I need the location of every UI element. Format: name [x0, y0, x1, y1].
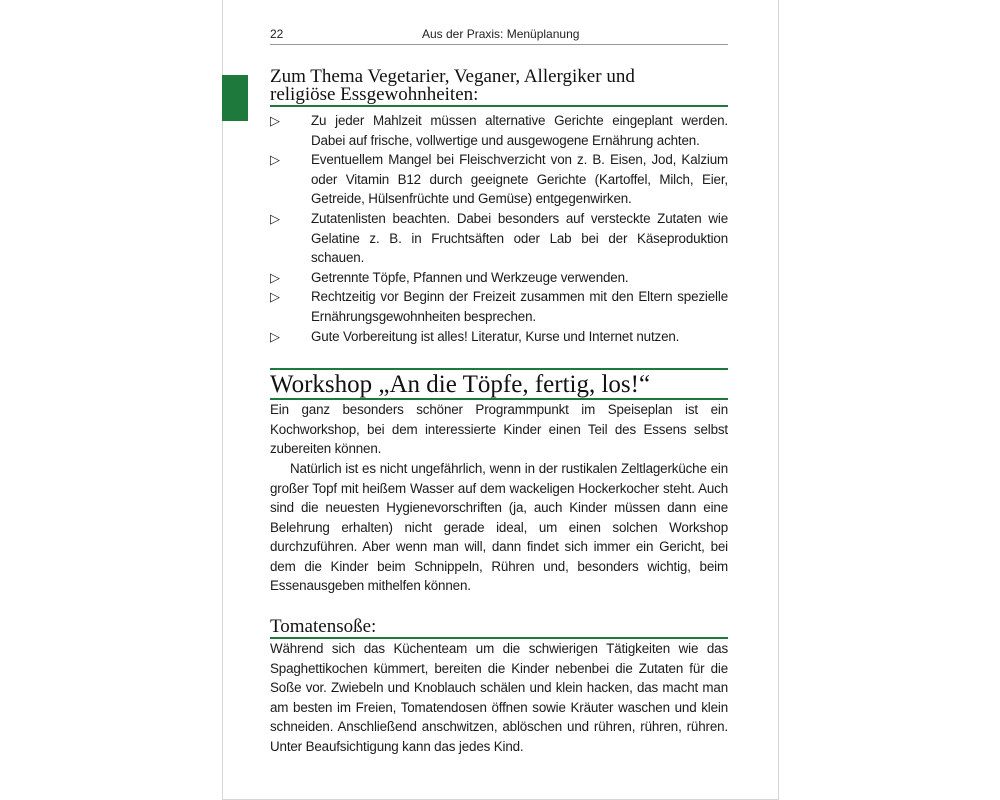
workshop-paragraph-2: Natürlich ist es nicht ungefährlich, wenn in der rustikalen Zeltlagerküche ein großer Topf mit heißem Wasser auf dem wackeligen Hockerkocher steht. Auch sind die neuesten Hygienevorschriften (ja, auch Kinder müssen dann eine Belehrung erhalten) nicht gerade ideal, um einen solchen Workshop durchzuführen. Aber wenn man will, dann findet sich immer ein Gericht, bei dem die Kinder beim Schnippeln, Rühren und, besonders wichtig, beim Essenausgeben mithelfen können.	[270, 460, 728, 594]
page-number: 22	[270, 27, 284, 41]
page-content	[270, 64, 728, 757]
triangle-bullet-icon: ▷	[270, 113, 280, 128]
section-heading-workshop: Workshop „An die Töpfe, fertig, los!“	[270, 368, 728, 400]
section-heading-dietary	[270, 68, 728, 107]
heading-line-1: Zum Thema Vegetarier, Veganer, Allergiker und	[270, 66, 635, 87]
list-item	[270, 111, 728, 150]
triangle-bullet-icon: ▷	[270, 328, 280, 344]
list-item-text: Zutatenlisten beachten. Dabei besonders auf versteckte Zutaten wie Gelatine z. B. in Fruchtsäften oder Lab bei der Käseproduktion schauen.	[311, 210, 728, 266]
dietary-bullet-list	[270, 111, 728, 346]
triangle-bullet-icon: ▷	[270, 269, 280, 285]
list-item-text: Zu jeder Mahlzeit müssen alternative Gerichte eingeplant werden. Dabei auf frische, vollwertige und ausgewogene Ernährung achten.	[311, 113, 728, 148]
chapter-tab-marker	[222, 75, 248, 121]
triangle-bullet-icon: ▷	[270, 152, 280, 168]
heading-line-2: religiöse Essgewohnheiten:	[270, 84, 479, 105]
section-heading-tomato-sauce: Tomatensoße:	[270, 617, 728, 639]
list-item	[270, 287, 728, 326]
list-item	[270, 268, 728, 288]
list-item	[270, 150, 728, 209]
running-header	[270, 27, 728, 45]
triangle-bullet-icon: ▷	[270, 210, 280, 226]
running-title: Aus der Praxis: Menüplanung	[422, 27, 580, 41]
list-item	[270, 327, 728, 347]
workshop-paragraph-1: Ein ganz besonders schöner Programmpunkt im Speiseplan ist ein Kochworkshop, bei dem interessierte Kinder einen Teil des Essens selbst zubereiten können.	[270, 402, 728, 457]
tomato-sauce-paragraph: Während sich das Küchenteam um die schwierigen Tätigkeiten wie das Spaghettikochen kümmert, bereiten die Kinder nebenbei die Zutaten für die Soße vor. Zwiebeln und Knoblauch schälen und klein hacken, das macht man am besten im Freien, Tomatendosen öffnen sowie Kräuter waschen und klein schneiden. Anschließend anschwitzen, ablöschen und rühren, rühren, rühren. Unter Beaufsichtigung kann das jedes Kind.	[270, 641, 728, 755]
list-item	[270, 209, 728, 268]
list-item-text: Getrennte Töpfe, Pfannen und Werkzeuge verwenden.	[311, 269, 629, 285]
list-item-text: Rechtzeitig vor Beginn der Freizeit zusammen mit den Eltern spezielle Ernährungsgewohnheiten besprechen.	[311, 289, 728, 324]
list-item-text: Eventuellem Mangel bei Fleischverzicht von z. B. Eisen, Jod, Kalzium oder Vitamin B12 durch geeignete Gerichte (Kartoffel, Milch, Eier, Getreide, Hülsenfrüchte und Gemüse) entgegenwirken.	[311, 152, 728, 207]
triangle-bullet-icon: ▷	[270, 289, 280, 305]
list-item-text: Gute Vorbereitung ist alles! Literatur, Kurse und Internet nutzen.	[311, 328, 680, 344]
